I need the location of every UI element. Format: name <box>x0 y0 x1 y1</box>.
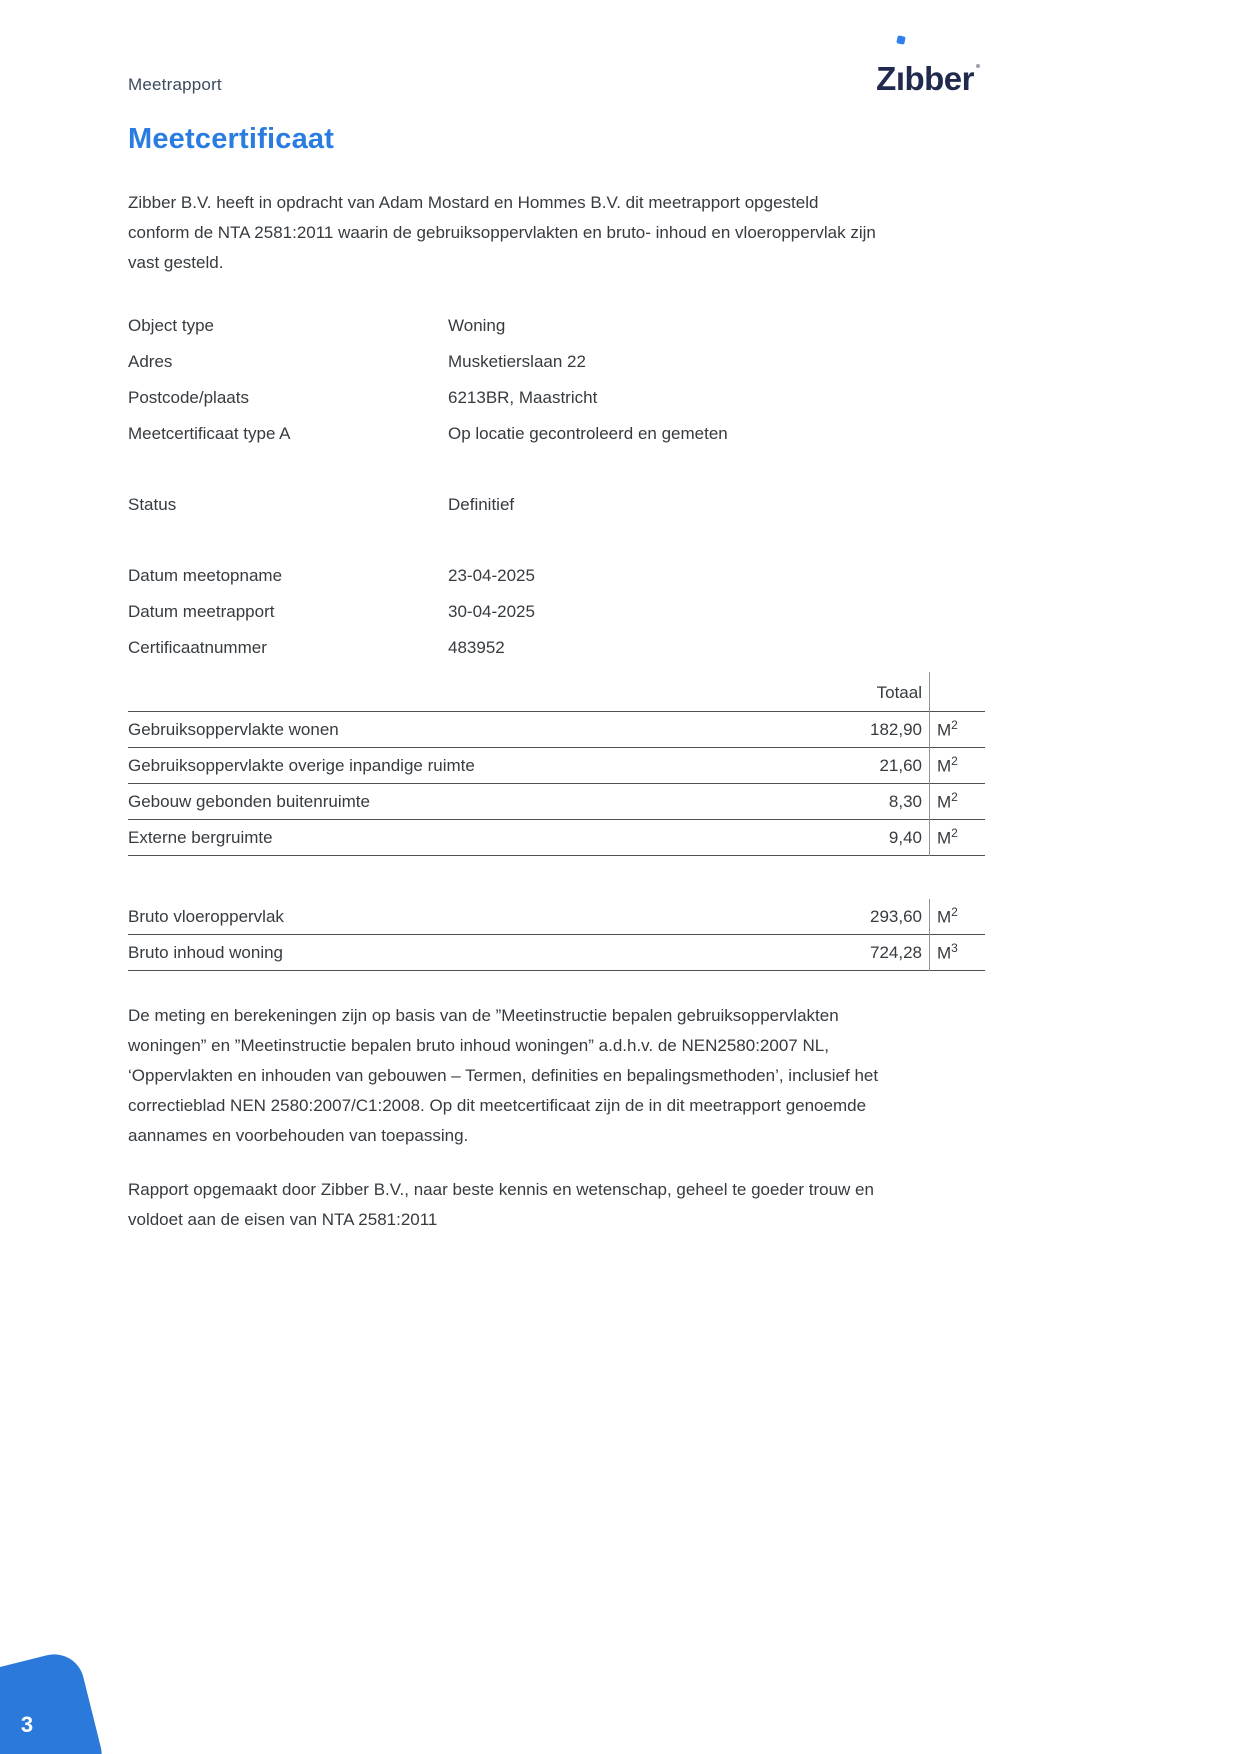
detail-label: Certificaatnummer <box>128 638 267 657</box>
row-unit: $M^2$ <box>937 790 958 812</box>
page-number-badge <box>0 1648 108 1754</box>
detail-value: Op locatie gecontroleerd en gemeten <box>448 424 728 443</box>
detail-label: Adres <box>128 352 173 371</box>
surface-area-table <box>128 672 985 856</box>
row-unit: $M^2$ <box>937 718 958 740</box>
logo-i-dot-icon <box>896 35 905 44</box>
detail-label: Datum meetopname <box>128 566 283 585</box>
table-row <box>128 784 985 820</box>
spacer <box>128 523 988 558</box>
row-label: Gebruiksoppervlakte overige inpandige ruimte <box>128 755 475 775</box>
detail-label: Datum meetrapport <box>128 602 275 621</box>
detail-label: Object type <box>128 316 214 335</box>
detail-row-certificaatnummer <box>128 630 988 666</box>
logo-letter-z: Z <box>876 60 896 97</box>
row-label: Bruto vloeroppervlak <box>128 906 284 926</box>
spacer <box>128 856 988 899</box>
detail-value: Definitief <box>448 495 515 514</box>
detail-row-datum-meetrapport <box>128 594 988 630</box>
row-value: 21,60 <box>879 755 922 775</box>
row-unit: $M^3$ <box>937 941 958 963</box>
report-type-label: Meetrapport <box>128 75 222 94</box>
intro-paragraph: Zibber B.V. heeft in opdracht van Adam Mostard en Hommes B.V. dit meetrapport opgesteld conform de NTA 2581:2011 waarin de gebruiksoppervlakten en bruto- inhoud en vloeroppervlak zijn vast gesteld. <box>128 193 876 272</box>
detail-row-datum-meetopname <box>128 558 988 594</box>
logo-letters-rest: bber <box>904 60 974 97</box>
detail-value: 23-04-2025 <box>448 566 535 585</box>
detail-row-postcode <box>128 380 988 416</box>
table-unit-divider <box>929 672 930 856</box>
spacer <box>128 452 988 487</box>
page-number: 3 <box>20 1712 34 1737</box>
row-unit: $M^2$ <box>937 905 958 927</box>
registered-mark-icon <box>976 64 980 68</box>
detail-value: Woning <box>448 316 506 335</box>
table-row <box>128 820 985 856</box>
table-unit-divider <box>929 899 930 971</box>
row-unit: $M^2$ <box>937 826 958 848</box>
row-value: 182,90 <box>870 719 922 739</box>
row-unit: $M^2$ <box>937 754 958 776</box>
row-value: 9,40 <box>888 827 922 847</box>
row-label: Bruto inhoud woning <box>128 942 284 962</box>
detail-row-status <box>128 487 988 523</box>
page-title: Meetcertificaat <box>128 123 335 155</box>
row-label: Gebouw gebonden buitenruimte <box>128 791 370 811</box>
closing-paragraph: Rapport opgemaakt door Zibber B.V., naar beste kennis en wetenschap, geheel te goeder trouw en voldoet aan de eisen van NTA 2581:2011 <box>128 1180 874 1229</box>
row-value: 8,30 <box>888 791 922 811</box>
detail-value: 6213BR, Maastricht <box>448 388 598 407</box>
detail-label: Status <box>128 495 177 514</box>
table-row <box>128 712 985 748</box>
detail-value: 30-04-2025 <box>448 602 535 621</box>
detail-value: 483952 <box>448 638 505 657</box>
detail-row-object-type <box>128 308 988 344</box>
property-details <box>128 308 988 666</box>
detail-label: Postcode/plaats <box>128 388 249 407</box>
table-row <box>128 899 985 935</box>
legal-paragraph: De meting en berekeningen zijn op basis van de ”Meetinstructie bepalen gebruiksoppervlakten woningen” en ”Meetinstructie bepalen bruto inhoud woningen” a.d.h.v. de NEN2580:2007 NL, ‘Oppervlakten en inhouden van gebouwen – Termen, definities en bepalingsmethoden’, inclusief het correctieblad NEN 2580:2007/C1:2008. Op dit meetcertificaat zijn de in dit meetrapport genoemde aannames en voorbehouden van toepassing. <box>128 1006 879 1145</box>
totals-table <box>128 899 985 971</box>
detail-row-adres <box>128 344 988 380</box>
row-label: Gebruiksoppervlakte wonen <box>128 719 339 739</box>
page-header <box>128 0 988 95</box>
detail-row-certificaat-type <box>128 416 988 452</box>
zibber-logo <box>876 62 988 95</box>
row-label: Externe bergruimte <box>128 827 273 847</box>
detail-value: Musketierslaan 22 <box>448 352 586 371</box>
table-row <box>128 935 985 971</box>
logo-letter-i: ı <box>896 62 905 95</box>
row-value: 724,28 <box>870 942 922 962</box>
row-value: 293,60 <box>870 906 922 926</box>
table-header-totaal: Totaal <box>128 672 985 712</box>
table-row <box>128 748 985 784</box>
detail-label: Meetcertificaat type A <box>128 424 291 443</box>
